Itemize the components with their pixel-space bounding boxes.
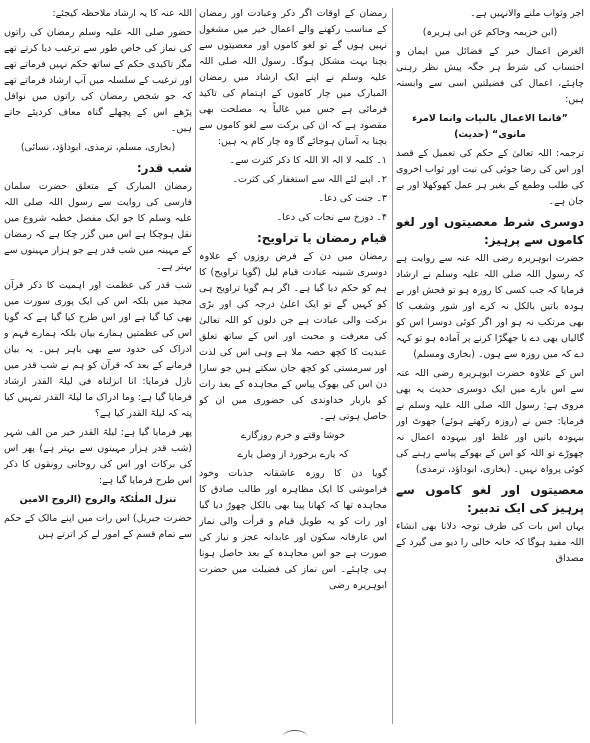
column-left — [4, 6, 192, 728]
paragraph: شب قدر کی عظمت اور اہمیت کا ذکر قرآن مجید میں بلکہ اس کی ایک پوری سورت میں بھی کیا گیا ہے اور اس طرح کیا گیا ہے کہ گویا اس کی عظمتیں ہمارے بیان بلکہ ہمارے فہم و ادراک کی حدود سے بھی باہر ہیں۔ یہ بیان فرمانے کے بعد کہ قرآن کو ہم نے شب قدر میں نازل فرمایا: انا انزلناہ فی لیلۃ القدر ارشاد فرمایا گیا ہے: وما ادراک ما لیلۃ القدر تمہیں کیا پتہ کہ لیلۃ القدر کیا ہے؟ — [4, 280, 192, 419]
paragraph: تنزل الملٰئکۃ والروح (الروح الامین — [19, 494, 177, 505]
column-divider — [392, 8, 393, 724]
column-right — [396, 6, 584, 728]
paragraph: اجر وثواب ملنے والانہیں ہے۔ — [470, 8, 584, 19]
section-heading: شب قدر: — [136, 161, 192, 175]
paragraph: ۲۔ اپنے لئے اللہ سے استغفار کی کثرت۔ — [232, 174, 387, 185]
page-number-mark — [283, 730, 307, 743]
section-heading: قیام رمضان یا تراویح: — [256, 231, 387, 245]
section-heading: دوسری شرط معصیتوں اور لغو کاموں سے پرہیز: — [396, 215, 584, 247]
paragraph: پھر فرمایا گیا ہے: لیلۃ القدر خیر من الف شہر (شب قدر ہزار مہینوں سے بہتر ہے) پھر اس کی برکات اور اس کی روحانی رونقوں کا ذکر اس طرح فرمایا گیا ہے: — [4, 427, 192, 486]
column-middle — [199, 6, 387, 728]
paragraph: کہ یارے برخورد از وصل یارے — [237, 449, 349, 460]
paragraph: الغرض اعمال خیر کے فضائل میں ایمان و احتساب کی شرط ہر جگہ پیش نظر رہنی چاہئے، اعمال کی فضیلتیں اسی سے وابستہ ہیں: — [396, 46, 584, 105]
paragraph: ۴۔ دوزخ سے نجات کی دعا۔ — [276, 212, 387, 223]
section-heading: معصیتوں اور لغو کاموں سے پرہیز کی ایک تدبیر: — [396, 483, 584, 515]
paragraph: حضرت ابوہریرہ رضی اللہ عنہ سے روایت ہے کہ رسول اللہ صلی اللہ علیہ وسلم نے ارشاد فرمایا کہ جب کسی کا روزہ ہو تو فحش اور بے ہودہ باتیں بالکل نہ کرے اور شور وشغب کا بھی مرتکب نہ ہو اور اگر کوئی دوسرا اس کو گالیاں بھی دے یا جھگڑا کرنے پر آمادہ ہو تو کہہ دے کہ میں روزہ سے ہوں۔ (بخاری ومسلم) — [396, 253, 584, 360]
paragraph: خوشا وقتے و خرم روزگارے — [240, 430, 346, 441]
paragraph: گویا دن کا روزہ عاشقانہ جذبات وخود فراموشی کا ایک مظاہرہ اور طالب صادق کا مجاہدہ تھا کہ کھانا پینا بھی بالکل چھوڑ دیا گیا اور رات کو یہ طویل قیام و قرأت والی نماز اس عارفانہ سکون اور عابدانہ عجز و نیاز کی صورت ہے جو اس مجاہدہ کے بعد حاصل ہونا ہی چاہئے۔ اس نماز کی فضیلت میں حضرت ابوہریرہ رضی — [199, 468, 387, 591]
paragraph: اس کے علاوہ حضرت ابوہریرہ رضی اللہ عنہ سے اس بارے میں ایک دوسری حدیث یہ بھی مروی ہے: رسول اللہ صلی اللہ علیہ وسلم نے فرمایا: جس نے (روزہ رکھتے ہوئے) جھوٹ اور بیہودہ باتیں اور غلط اور بیہودہ اعمال نہ چھوڑے تو اللہ کو اس کے بھوکے پیاسے رہنے کی کوئی پرواہ نہیں۔ (بخاری، ابوداؤد، ترمذی) — [396, 368, 584, 475]
paragraph: ۳۔ جنت کی دعا۔ — [318, 193, 387, 204]
paragraph: اللہ عنہ کا یہ ارشاد ملاحظہ کیجئے: — [52, 8, 192, 19]
paragraph: حضور صلی اللہ علیہ وسلم رمضان کی راتوں کی نماز کی خاص طور سے ترغیب دیا کرتے تھے مگر تاکیدی حکم کے ساتھ حکم نہیں فرماتے تھے اور ترغیب کے سلسلہ میں آپ ارشاد فرماتے تھے کہ جو شخص رمضان کی راتوں میں نوافل پڑھے اس کے پچھلے گناہ معاف کردیئے جاتے ہیں۔ — [4, 27, 192, 134]
paragraph: ”فانما الاعمال بالنیات وانما لامرء مانوی“ (حدیث) — [412, 113, 568, 140]
paragraph: حضرت جبریل) اس رات میں اپنے مالک کے حکم سے تمام قسم کے امور لے کر اترتے ہیں — [4, 513, 192, 540]
paragraph: رمضان کے اوقات اگر ذکر وعبادت اور رمضان کے مناسب رکھنے والے اعمال خیر میں مشغول نہیں ہوں گے تو لغو کاموں اور معصیتوں سے بچنا بہت مشکل ہوگا۔ رسول اللہ صلی اللہ علیہ وسلم نے اپنے ایک ارشاد میں رمضان المبارک میں چار کاموں کے اہتمام کی تاکید فرمائی ہے جس میں غالباً یہ مصلحت بھی مقصود ہے کہ ان کی برکت سے لغو کاموں سے بچنا بہ آسان ہوجائے گا وہ چار کام یہ ہیں: — [199, 8, 387, 147]
paragraph: رمضان میں دن کے فرض روزوں کے علاوہ دوسری شبینہ عبادت قیام لیل (گویا تراویح) کا ہم کو حکم دیا گیا ہے۔ اگر ہم گویا تراویح ہی کو کہیں گے تو ایک اعلیٰ درجہ کی اور بڑی برکت والی عبادت ہے جن دلوں کو اللہ تعالیٰ کی معرفت و محبت اور اس کے ساتھ تعلق عبدیت کا کچھ حصہ ملا ہے وہی اس کی لذت اور سرمستی کو کچھ جان سکتے ہیں جو سارا دن اس کی بھوک پیاس کے مجاہدہ کے بعد رات کو باربار خداوندی کی حضوری میں ان کو حاصل ہوتی ہے۔ — [199, 251, 387, 422]
paragraph: رمضان المبارک کے متعلق حضرت سلمان فارسی کی روایت سے رسول اللہ صلی اللہ علیہ وسلم کا جو ایک مفصل خطبہ شروع میں نقل ہوچکا ہے اس میں گزر چکا ہے کہ رمضان کے مہینہ میں شب قدر ہے جو ہزار مہینوں سے بہتر ہے۔ — [4, 181, 192, 272]
paragraph: ترجمہ: اللہ تعالیٰ کے حکم کی تعمیل کے قصد اور اس کی رضا جوئی کی نیت اور ثواب اخروی کی طلب وطمع کے بغیر ہر عمل کھوکھلا اور بے جان ہے۔ — [396, 148, 584, 207]
column-divider — [195, 8, 196, 724]
paragraph: یہاں اس بات کی طرف توجہ دلانا بھی انشاء اللہ مفید ہوگا کہ خانہ خالی را دیو می گیرد کے مصداق — [396, 521, 584, 564]
paragraph: (بخاری، مسلم، ترمذی، ابوداؤد، نسائی) — [20, 142, 176, 153]
paragraph: ۱۔ کلمہ لا الہ الا اللہ کا ذکر کثرت سے۔ — [229, 155, 387, 166]
paragraph: (ابن خزیمہ وحاکم عن ابی ہریرہ) — [422, 27, 558, 38]
